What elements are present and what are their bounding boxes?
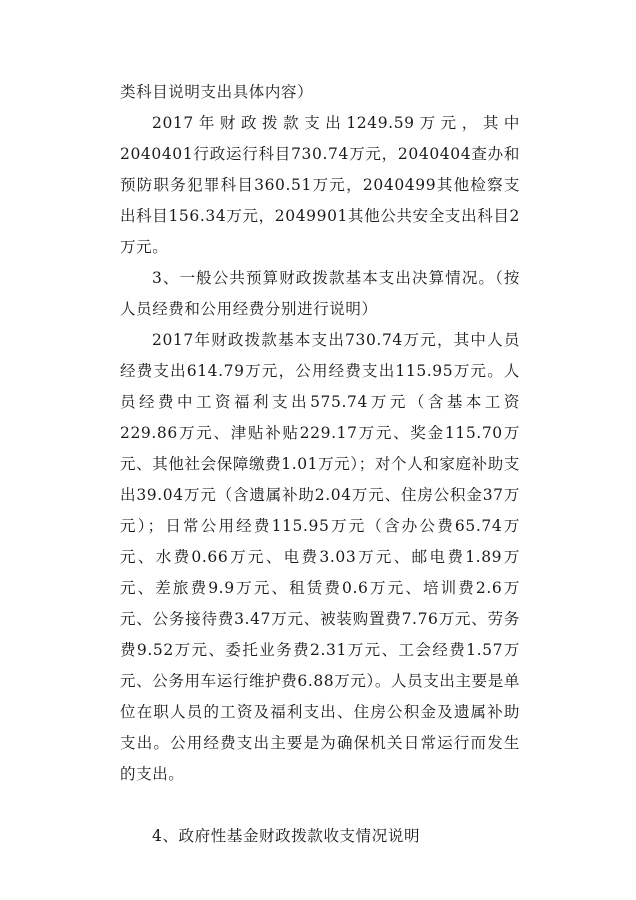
- section-heading-4: 4、政府性基金财政拨款收支情况说明: [152, 827, 421, 845]
- paragraph-continuation: 类科目说明支出具体内容）: [120, 83, 314, 101]
- paragraph-basic-expenditure: 2017年财政拨款基本支出730.74万元，其中人员经费支出614.79万元，公用经费支出115.95万元。人员经费中工资福利支出575.74万元（含基本工资229.86万元、津贴补贴229.17万元、奖金115.70万元、其他社会保障缴费1.01万元）；对个人和家庭补助支出39.04万元（含遗属补助2.04万元、住房公积金37万元）；日常公用经费115.95万元（含办公费65.74万元、水费0.66万元、电费3.03万元、邮电费1.89万元、差旅费9.9万元、租赁费0.6万元、培训费2.6万元、公务接待费3.47万元、被装购置费7.76万元、劳务费9.52万元、委托业务费2.31万元、工会经费1.57万元、公务用车运行维护费6.88万元）。人员支出主要是单位在职人员的工资及福利支出、住房公积金及遗属补助支出。公用经费支出主要是为确保机关日常运行而发生的支出。: [120, 331, 520, 783]
- body-text: [120, 77, 520, 852]
- paragraph-fiscal-expenditure: 2017年财政拨款支出1249.59万元，其中2040401行政运行科目730.74万元，2040404查办和预防职务犯罪科目360.51万元，2040499其他检察支出科目156.34万元，2049901其他公共安全支出科目2万元。: [120, 114, 520, 256]
- paragraph-gap: [120, 790, 520, 821]
- section-heading-3: 3、一般公共预算财政拨款基本支出决算情况。（按人员经费和公用经费分别进行说明）: [120, 269, 520, 318]
